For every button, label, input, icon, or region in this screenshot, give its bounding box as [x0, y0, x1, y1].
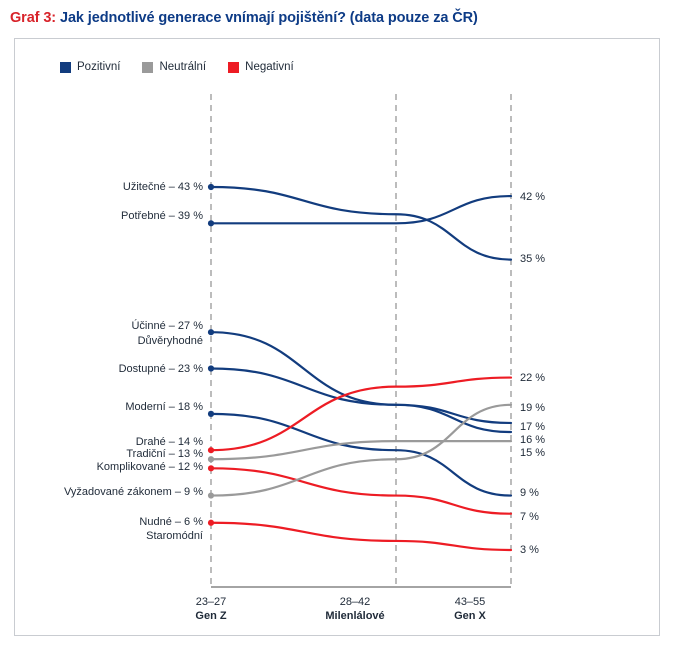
- series-right-label-tradicni: 15 %: [520, 447, 546, 459]
- axis-label-genz-name: Gen Z: [195, 610, 227, 622]
- series-start-marker-7: [208, 465, 214, 471]
- series-right-label-vyzadovane-zakonem: 19 %: [520, 402, 546, 414]
- series-left-label-staromodni: Staromódní: [146, 530, 203, 542]
- chart-panel: [14, 38, 660, 636]
- series-line-1: [211, 196, 511, 223]
- series-left-label-ucinne: Účinné – 27 %: [131, 320, 203, 332]
- series-line-9: [211, 523, 511, 550]
- series-right-label-nudne: 3 %: [520, 544, 539, 556]
- axis-label-millennials: [325, 595, 384, 623]
- series-start-marker-2: [208, 329, 214, 335]
- series-line-4: [211, 414, 511, 496]
- series-right-label-ucinne: 16 %: [520, 434, 546, 446]
- axis-label-millennials-name: Milenlálové: [325, 610, 385, 622]
- axis-label-millennials-range: 28–42: [339, 596, 371, 608]
- series-left-label-dostupne: Dostupné – 23 %: [118, 363, 203, 375]
- series-line-3: [211, 369, 511, 423]
- series-left-label-komplikovane: Komplikované – 12 %: [96, 461, 203, 473]
- series-left-label-drahe: Drahé – 14 %: [135, 436, 203, 448]
- page-title-text: Jak jednotlivé generace vnímají pojištění? (data pouze za ČR): [56, 10, 478, 26]
- series-right-label-potrebne: 42 %: [520, 191, 546, 203]
- legend-label-positive: Pozitivní: [77, 61, 121, 73]
- series-start-marker-9: [208, 520, 214, 526]
- series-start-marker-8: [208, 492, 214, 498]
- series-right-label-dostupne: 17 %: [520, 421, 546, 433]
- axis-label-genx: [454, 595, 486, 623]
- series-start-marker-0: [208, 184, 214, 190]
- axis-label-genz: [195, 595, 226, 623]
- series-right-label-komplikovane: 7 %: [520, 511, 539, 523]
- series-line-5: [211, 378, 511, 451]
- series-left-label-vyzadovane-zakonem: Vyžadované zákonem – 9 %: [63, 486, 203, 498]
- series-right-label-moderni: 9 %: [520, 487, 539, 499]
- chart-markers-group: [208, 184, 214, 526]
- page-title: [10, 10, 478, 26]
- series-start-marker-4: [208, 411, 214, 417]
- page-title-lead: Graf 3:: [10, 10, 57, 26]
- series-left-label-moderni: Moderní – 18 %: [125, 401, 203, 413]
- series-left-label-duveryhodne: Důvěryhodné: [137, 335, 203, 347]
- series-right-label-uzitecne: 35 %: [520, 253, 546, 265]
- series-start-marker-1: [208, 220, 214, 226]
- axis-label-genz-range: 23–27: [195, 596, 227, 608]
- axis-label-genx-range: 43–55: [454, 596, 486, 608]
- legend-label-negative: Negativní: [245, 61, 294, 73]
- chart-series-group: [211, 187, 511, 550]
- series-start-marker-3: [208, 365, 214, 371]
- chart-svg: [15, 39, 661, 637]
- legend-label-neutral: Neutrální: [159, 61, 207, 73]
- series-left-label-potrebne: Potřebné – 39 %: [121, 210, 203, 222]
- series-left-label-tradicni: Tradiční – 13 %: [126, 448, 203, 460]
- axis-label-genx-name: Gen X: [454, 610, 486, 622]
- series-start-marker-5: [208, 447, 214, 453]
- chart-plot-area: [15, 39, 661, 637]
- series-left-label-uzitecne: Užitečné – 43 %: [122, 181, 203, 193]
- series-right-label-drahe: 22 %: [520, 372, 546, 384]
- series-left-label-nudne: Nudné – 6 %: [139, 516, 203, 528]
- series-start-marker-6: [208, 456, 214, 462]
